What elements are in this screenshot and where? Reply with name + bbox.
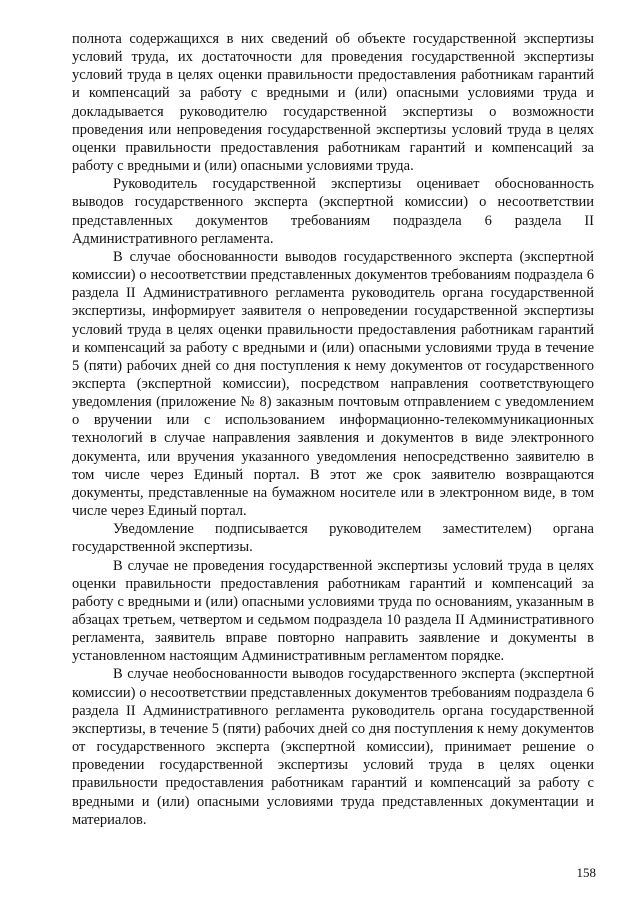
paragraph-unjustified-conclusions: В случае необоснованности выводов государственного эксперта (экспертной комиссии) о несоответствии представленных документов требованиям подраздела 6 раздела II Административного регламента руководитель органа государственной экспертизы, в течение 5 (пяти) рабочих дней со дня поступления к нему документов от государственного эксперта (экспертной комиссии), принимает решение о проведении государственной экспертизы условий труда в целях оценки правильности предоставления работникам гарантий и компенсаций за работу с вредными и (или) опасными условиями труда представленных документации и материалов. [72, 666, 594, 828]
paragraph-resubmission: В случае не проведения государственной экспертизы условий труда в целях оценки правильности предоставления работникам гарантий и компенсаций за работу с вредными и (или) опасными условиями труда по основаниям, указанным в абзацах третьем, четвертом и седьмом подраздела 10 раздела II Административного регламента, заявитель вправе повторно направить заявление и документы в установленном настоящим Административным регламентом порядке. [72, 557, 594, 665]
paragraph-continuation: полнота содержащихся в них сведений об объекте государственной экспертизы условий труда, их достаточности для проведения государственной экспертизы условий труда в целях оценки правильности предоставления работникам гарантий и компенсаций за работу с вредными и (или) опасными условиями труда и докладывается руководителю государственной экспертизы о возможности проведения или непроведения государственной экспертизы условий труда в целях оценки правильности предоставления работникам гарантий и компенсаций за работу с вредными и (или) опасными условиями труда. [72, 31, 594, 175]
document-body [72, 30, 594, 829]
paragraph-notification-signature: Уведомление подписывается руководителем заместителем) органа государственной экспертизы. [72, 521, 594, 556]
page-number: 158 [576, 865, 596, 880]
paragraph-assessment: Руководитель государственной экспертизы оценивает обоснованность выводов государственного эксперта (экспертной комиссии) о несоответствии представленных документов требованиям подраздела 6 раздела II Административного регламента. [72, 176, 594, 247]
paragraph-justified-conclusions: В случае обоснованности выводов государственного эксперта (экспертной комиссии) о несоответствии представленных документов требованиям подраздела 6 раздела II Административного регламента руководитель органа государственной экспертизы, информирует заявителя о непроведении государственной экспертизы условий труда в целях оценки правильности предоставления работникам гарантий и компенсаций за работу с вредными и (или) опасными условиями труда в течение 5 (пяти) рабочих дней со дня поступления к нему документов от государственного эксперта (экспертной комиссии), посредством направления соответствующего уведомления (приложение № 8) заказным почтовым отправлением с уведомлением о вручении или с использованием информационно-телекоммуникационных технологий в случае направления заявления и документов в виде электронного документа, или вручения указанного уведомления непосредственно заявителю в том числе через Единый портал. В этот же срок заявителю возвращаются документы, представленные на бумажном носителе или в электронном виде, в том числе через Единый портал. [72, 248, 594, 520]
